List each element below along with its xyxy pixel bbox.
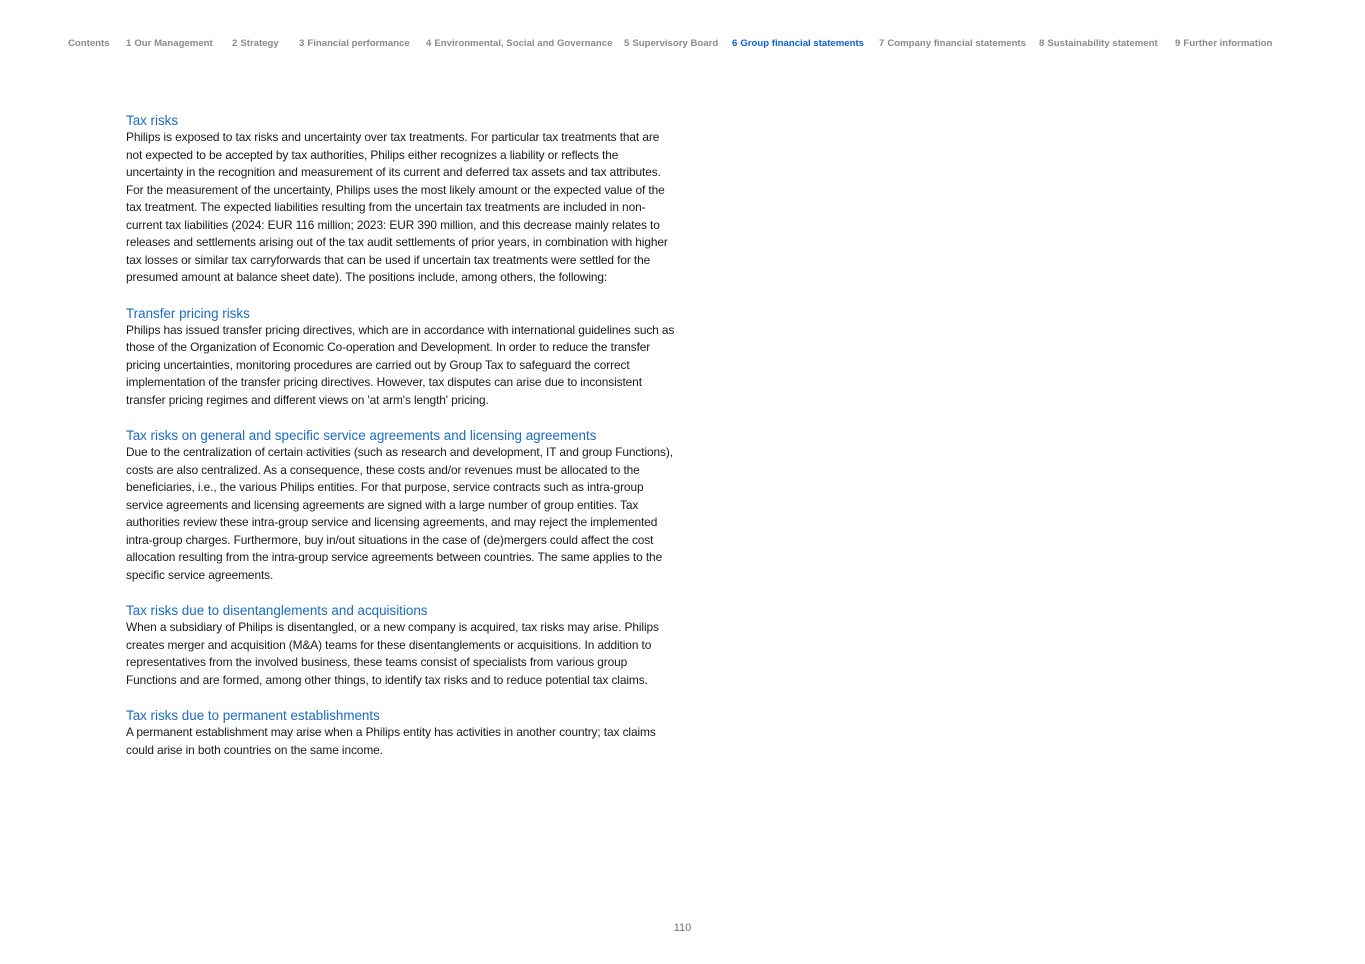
- nav-item-number: 3: [299, 38, 305, 49]
- section-body: Philips has issued transfer pricing directives, which are in accordance with international guidelines such as those of the Organization of Economic Co-operation and Development. In order to reduce the transfer pricing uncertainties, monitoring procedures are carried out by Group Tax to safeguard the correct implementation of the transfer pricing directives. However, tax disputes can arise due to inconsistent transfer pricing regimes and different views on 'at arm's length' pricing.: [126, 322, 675, 407]
- section-body: A permanent establishment may arise when a Philips entity has activities in another country; tax claims could arise in both countries on the same income.: [126, 725, 656, 757]
- nav-item-label: Contents: [68, 38, 110, 49]
- nav-item-number: 7: [879, 38, 885, 49]
- nav-item-label: Environmental, Social and Governance: [434, 38, 613, 49]
- section-body: When a subsidiary of Philips is disentangled, or a new company is acquired, tax risks may arise. Philips creates merger and acquisition (M&A) teams for these disentanglements or acquisitions. In addition to representatives from the involved business, these teams consist of specialists from various group Functions and are formed, among other things, to identify tax risks and to reduce potential tax claims.: [126, 620, 659, 687]
- nav-item-label: Strategy: [240, 38, 279, 49]
- page-number: 110: [673, 922, 692, 934]
- nav-item-company-financial-statements[interactable]: [879, 38, 1026, 49]
- main-content: [126, 112, 676, 777]
- nav-item-label: Our Management: [134, 38, 213, 49]
- section-service-agreements-risks: [126, 427, 676, 584]
- nav-item-number: 5: [624, 38, 630, 49]
- nav-item-number: 2: [232, 38, 238, 49]
- nav-item-number: 1: [126, 38, 132, 49]
- nav-item-contents[interactable]: [68, 38, 110, 49]
- nav-item-number: 4: [426, 38, 432, 49]
- section-permanent-establishments-risks: [126, 707, 676, 759]
- nav-item-label: Sustainability statement: [1047, 38, 1158, 49]
- nav-item-financial-performance[interactable]: [299, 38, 410, 49]
- nav-item-our-management[interactable]: [126, 38, 213, 49]
- section-heading: Tax risks due to disentanglements and acquisitions: [126, 603, 428, 618]
- nav-item-label: Supervisory Board: [632, 38, 719, 49]
- section-transfer-pricing-risks: [126, 305, 676, 410]
- nav-item-label: Group financial statements: [740, 38, 865, 49]
- nav-item-supervisory-board[interactable]: [624, 38, 718, 49]
- section-heading: Tax risks on general and specific service agreements and licensing agreements: [126, 428, 597, 443]
- nav-item-group-financial-statements[interactable]: [732, 38, 864, 49]
- nav-item-label: Financial performance: [307, 38, 410, 49]
- nav-item-esg[interactable]: [426, 38, 612, 49]
- section-heading: Tax risks due to permanent establishments: [126, 708, 380, 723]
- section-tax-risks: [126, 112, 676, 287]
- section-heading: Tax risks: [126, 113, 179, 128]
- nav-item-label: Further information: [1183, 38, 1273, 49]
- nav-item-number: 9: [1175, 38, 1181, 49]
- nav-item-label: Company financial statements: [887, 38, 1026, 49]
- nav-item-number: 6: [732, 38, 738, 49]
- nav-item-further-information[interactable]: [1175, 38, 1272, 49]
- section-body: Philips is exposed to tax risks and uncertainty over tax treatments. For particular tax treatments that are not expected to be accepted by tax authorities, Philips either recognizes a liability or reflects the uncertainty in the recognition and measurement of its current and deferred tax assets and tax attributes. For the measurement of the uncertainty, Philips uses the most likely amount or the expected value of the tax treatment. The expected liabilities resulting from the uncertain tax treatments are included in non-current tax liabilities (2024: EUR 116 million; 2023: EUR 390 million, and this decrease mainly relates to releases and settlements arising out of the tax audit settlements of prior years, in combination with higher tax losses or similar tax carryforwards that can be used if uncertain tax treatments were settled for the presumed amount at balance sheet date). The positions include, among others, the following:: [126, 130, 668, 284]
- section-disentanglements-risks: [126, 602, 676, 689]
- nav-item-strategy[interactable]: [232, 38, 279, 49]
- nav-item-number: 8: [1039, 38, 1045, 49]
- nav-item-sustainability-statement[interactable]: [1039, 38, 1158, 49]
- top-navigation: [68, 38, 1365, 52]
- section-body: Due to the centralization of certain activities (such as research and development, IT and group Functions), costs are also centralized. As a consequence, these costs and/or revenues must be allocated to the beneficiaries, i.e., the various Philips entities. For that purpose, service contracts such as intra-group service agreements and licensing agreements are signed with a large number of group entities. Tax authorities review these intra-group service and licensing agreements, and may reject the implemented intra-group charges. Furthermore, buy in/out situations in the case of (de)mergers could affect the cost allocation resulting from the intra-group service agreements between countries. The same applies to the specific service agreements.: [126, 445, 673, 582]
- section-heading: Transfer pricing risks: [126, 305, 250, 321]
